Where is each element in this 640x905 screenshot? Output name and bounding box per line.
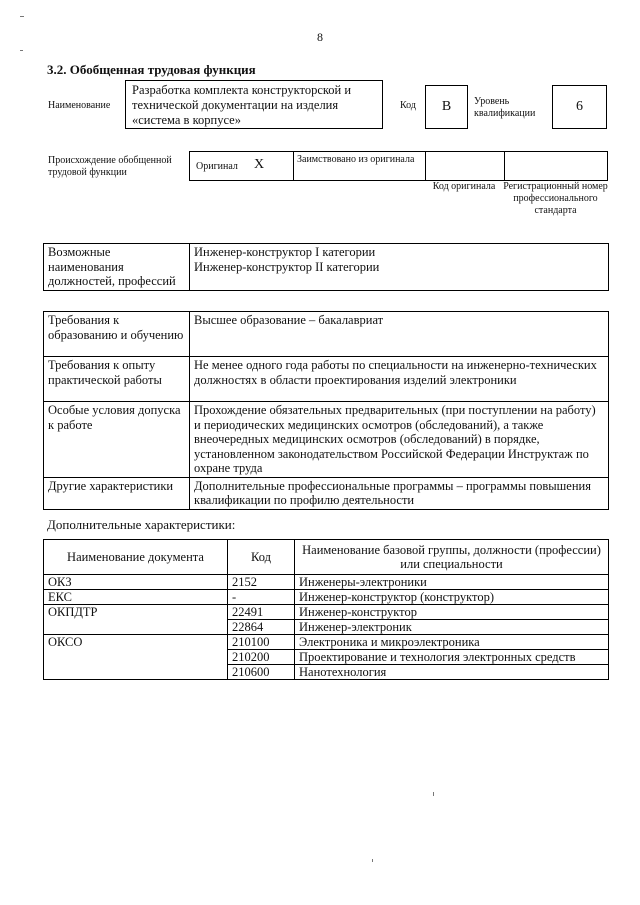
row-code: - <box>228 590 295 605</box>
scan-mark <box>20 16 24 17</box>
row-doc: ЕКС <box>44 590 228 605</box>
positions-table <box>43 243 609 291</box>
education-value: Высшее образование – бакалавриат <box>190 312 609 357</box>
row-code: 2152 <box>228 575 295 590</box>
admission-value: Прохождение обязательных предварительных (при поступлении на работу) и периодических медицинских осмотров (обследований), а также внеочередных медицинских осмотров (обследований) в порядке, установленном законодательством Российской Федерации Инструктаж по охране труда <box>190 402 609 478</box>
additional-title: Дополнительные характеристики: <box>47 517 236 532</box>
page-number: 8 <box>317 30 323 44</box>
scan-mark <box>433 792 434 796</box>
row-name: Инженер-конструктор (конструктор) <box>295 590 609 605</box>
position-item: Инженер-конструктор I категории <box>194 245 376 259</box>
code-value: B <box>425 85 468 129</box>
row-code: 210600 <box>228 665 295 680</box>
other-label: Другие характеристики <box>44 477 190 509</box>
row-doc: ОКСО <box>44 635 228 680</box>
requirements-table <box>43 311 609 510</box>
table-row <box>44 605 609 620</box>
other-value: Дополнительные профессиональные программы – программы повышения квалификации по профилю деятельности <box>190 477 609 509</box>
row-name: Инженер-электроник <box>295 620 609 635</box>
row-name: Инженеры-электроники <box>295 575 609 590</box>
row-name: Нанотехнология <box>295 665 609 680</box>
header-doc: Наименование документа <box>44 540 228 575</box>
row-name: Электроника и микроэлектроника <box>295 635 609 650</box>
scan-mark <box>372 859 373 862</box>
admission-label: Особые условия допуска к работе <box>44 402 190 478</box>
additional-table <box>43 539 609 680</box>
row-code: 210200 <box>228 650 295 665</box>
reg-number-caption: Регистрационный номер профессионального стандарта <box>503 181 608 216</box>
original-label: Оригинал <box>196 161 238 172</box>
row-code: 22491 <box>228 605 295 620</box>
name-label: Наименование <box>48 100 111 111</box>
name-value: Разработка комплекта конструкторской и технической документации на изделия «система в корпусе» <box>125 80 383 129</box>
level-value: 6 <box>552 85 607 129</box>
row-name: Проектирование и технология электронных средств <box>295 650 609 665</box>
code-label: Код <box>400 100 416 111</box>
level-label: Уровень квалификации <box>474 96 536 119</box>
row-doc: ОКЗ <box>44 575 228 590</box>
section-title: 3.2. Обобщенная трудовая функция <box>47 62 256 77</box>
code-original-caption: Код оригинала <box>432 181 496 192</box>
original-mark: X <box>254 157 265 172</box>
table-row <box>44 590 609 605</box>
borrowed-label: Заимствовано из оригинала <box>297 154 415 165</box>
row-code: 22864 <box>228 620 295 635</box>
positions-values <box>190 244 609 291</box>
scan-mark <box>20 50 23 51</box>
origin-label: Происхождение обобщенной трудовой функции <box>48 155 172 178</box>
experience-value: Не менее одного года работы по специальности на инженерно-технических должностях в области проектирования изделий электроники <box>190 357 609 402</box>
experience-label: Требования к опыту практической работы <box>44 357 190 402</box>
origin-box <box>189 151 608 181</box>
row-name: Инженер-конструктор <box>295 605 609 620</box>
table-row <box>44 635 609 650</box>
table-row <box>44 575 609 590</box>
row-code: 210100 <box>228 635 295 650</box>
position-item: Инженер-конструктор II категории <box>194 259 380 274</box>
education-label: Требования к образованию и обучению <box>44 312 190 357</box>
positions-label: Возможные наименования должностей, профессий <box>44 244 190 291</box>
header-name: Наименование базовой группы, должности (профессии) или специальности <box>295 540 609 575</box>
row-doc: ОКПДТР <box>44 605 228 635</box>
header-code: Код <box>228 540 295 575</box>
